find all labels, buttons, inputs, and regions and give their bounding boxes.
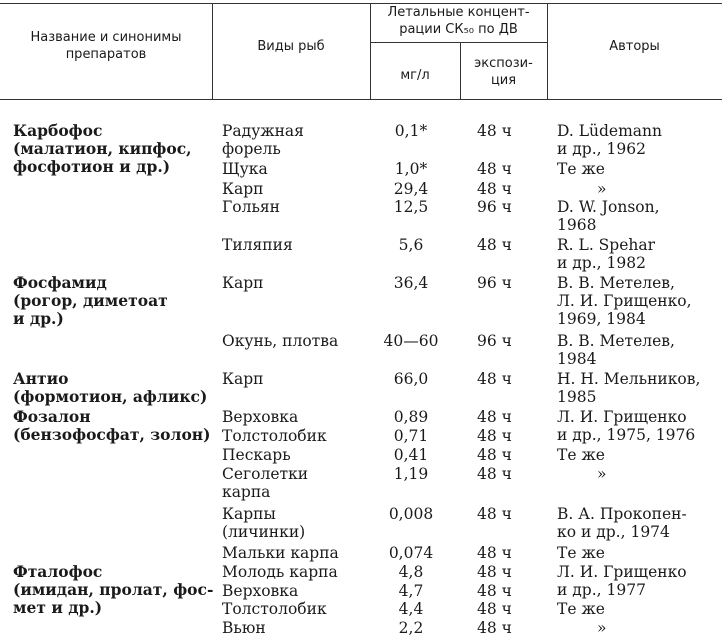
drug-name [13,408,210,444]
author [597,180,606,198]
author-line: Л. И. Грищенко, [557,292,692,310]
author [557,505,687,541]
fish-species [222,332,338,350]
fish-species-line: Тиляпия [222,236,293,254]
drug-name-line: (малатион, кипфос, [13,139,192,158]
header-mid-rule [370,42,547,43]
fish-species [222,122,304,158]
exposure-time: 48 ч [477,446,512,464]
lethal-concentration: 2,2 [398,619,424,637]
author [557,563,687,599]
author [557,236,655,272]
lethal-concentration: 40—60 [383,332,439,350]
exposure-time: 96 ч [477,198,512,216]
fish-species [222,198,280,216]
author [557,446,605,464]
fish-species-line: Верховка [222,408,299,426]
author [557,544,605,562]
drug-name [13,274,168,328]
header-fish-species: Виды рыб [257,39,325,54]
fish-species-line: Мальки карпа [222,544,339,562]
drug-name [13,370,207,406]
lethal-concentration: 0,71 [393,427,429,445]
header-lethal-conc: Летальные концент- рации СК₅₀ по ДВ [387,5,530,37]
author [557,408,695,444]
fish-species [222,600,327,618]
author-line: R. L. Spehar [557,236,656,254]
fish-species-line: Молодь карпа [222,563,338,581]
fish-species [222,370,264,388]
exposure-time: 48 ч [477,505,512,523]
fish-species-line: Гольян [222,198,280,216]
author-line: » [597,465,607,483]
lethal-concentration: 5,6 [398,236,424,254]
exposure-time: 48 ч [477,544,512,562]
author-line: и др., 1977 [557,581,646,599]
drug-name-line: Антио [13,369,69,388]
author-line: D. Lüdemann [557,122,663,140]
exposure-time: 96 ч [477,332,512,350]
lethal-concentration: 4,7 [398,582,424,600]
lethal-concentration: 0,008 [388,505,434,523]
lethal-concentration: 66,0 [393,370,429,388]
drug-name-line: мет и др.) [13,598,103,617]
author [597,465,606,483]
exposure-time: 48 ч [477,600,512,618]
lethal-concentration: 4,8 [398,563,424,581]
fish-species [222,465,308,501]
exposure-time: 48 ч [477,236,512,254]
fish-species-line: Пескарь [222,446,291,464]
fish-species [222,180,264,198]
fish-species-line: Сеголетки [222,465,309,483]
fish-species-line: Окунь, плотва [222,332,339,350]
fish-species-line: Толстолобик [222,427,327,445]
exposure-time: 48 ч [477,563,512,581]
author [557,370,700,406]
author-line: Н. Н. Мельников, [557,370,701,388]
fish-species [222,408,298,426]
drug-name [13,563,213,617]
exposure-time: 48 ч [477,465,512,483]
fish-species-line: карпа [222,483,271,501]
author-line: Те же [557,446,605,464]
author-line: В. В. Метелев, [557,332,675,350]
drug-name-line: (имидан, пролат, фос- [13,580,214,599]
fish-species [222,236,293,254]
fish-species-line: Карп [222,180,264,198]
author-line: » [597,619,607,637]
lethal-concentration: 12,5 [393,198,429,216]
author-line: 1984 [557,350,597,368]
author [557,198,660,234]
header-bottom-rule [0,99,722,100]
author-line: Л. И. Грищенко [557,563,687,581]
drug-name-line: (формотион, афликс) [13,387,208,406]
lethal-concentration: 29,4 [393,180,429,198]
header-drug-name: Название и синонимы препаратов [30,30,182,62]
author [557,160,605,178]
author-line: 1985 [557,388,597,406]
author [557,600,605,618]
author-line: и др., 1962 [557,140,646,158]
fish-species-line: Карп [222,274,264,292]
fish-species-line: Карп [222,370,264,388]
fish-species [222,582,298,600]
author-line: Те же [557,600,605,618]
fish-species [222,505,305,541]
fish-species [222,544,339,562]
exposure-time: 48 ч [477,370,512,388]
author-line: ко и др., 1974 [557,523,670,541]
fish-species-line: (личинки) [222,523,306,541]
drug-name-line: Фосфамид [13,273,107,292]
fish-species-line: Вьюн [222,619,266,637]
author-line: В. В. Метелев, [557,274,675,292]
author-line: 1968 [557,216,597,234]
drug-name-line: фосфотион и др.) [13,157,171,176]
author-line: и др., 1975, 1976 [557,426,696,444]
author [557,274,692,328]
fish-species-line: форель [222,140,281,158]
header-authors: Авторы [609,39,660,54]
author-line: Л. И. Грищенко [557,408,687,426]
author-line: Те же [557,160,605,178]
author-line: 1969, 1984 [557,310,646,328]
lethal-concentration: 0,41 [393,446,429,464]
fish-species-line: Карпы [222,505,276,523]
drug-name-line: (рогор, диметоат [13,291,168,310]
drug-name-line: Фозалон [13,407,91,426]
exposure-time: 48 ч [477,122,512,140]
author [557,332,675,368]
author-line: и др., 1982 [557,254,646,272]
drug-name-line: Карбофос [13,121,103,140]
header-top-rule [0,3,722,4]
author [557,122,662,158]
fish-species-line: Радужная [222,122,304,140]
author [597,619,606,637]
exposure-time: 48 ч [477,180,512,198]
header-conc-unit: мг/л [400,68,430,83]
fish-species-line: Толстолобик [222,600,327,618]
exposure-time: 48 ч [477,582,512,600]
lethal-concentration: 0,074 [388,544,434,562]
fish-species [222,619,266,637]
fish-species-line: Щука [222,160,268,178]
drug-name-line: Фталофос [13,562,103,581]
exposure-time: 48 ч [477,160,512,178]
drug-name [13,122,192,176]
fish-species-line: Верховка [222,582,299,600]
lethal-concentration: 0,89 [393,408,429,426]
drug-name-line: и др.) [13,309,64,328]
author-line: D. W. Jonson, [557,198,660,216]
fish-species [222,563,338,581]
drug-name-line: (бензофосфат, золон) [13,425,211,444]
author-line: » [597,180,607,198]
header-exposure: экспози- ция [474,56,533,88]
lethal-concentration: 1,0* [394,160,428,178]
lethal-concentration: 4,4 [398,600,424,618]
author-line: В. А. Прокопен- [557,505,687,523]
fish-species [222,427,327,445]
exposure-time: 48 ч [477,619,512,637]
fish-species [222,160,268,178]
lethal-concentration: 36,4 [393,274,429,292]
fish-species [222,274,264,292]
lethal-concentration: 1,19 [393,465,429,483]
exposure-time: 48 ч [477,427,512,445]
author-line: Те же [557,544,605,562]
exposure-time: 96 ч [477,274,512,292]
fish-species [222,446,291,464]
lethal-concentration: 0,1* [394,122,428,140]
exposure-time: 48 ч [477,408,512,426]
